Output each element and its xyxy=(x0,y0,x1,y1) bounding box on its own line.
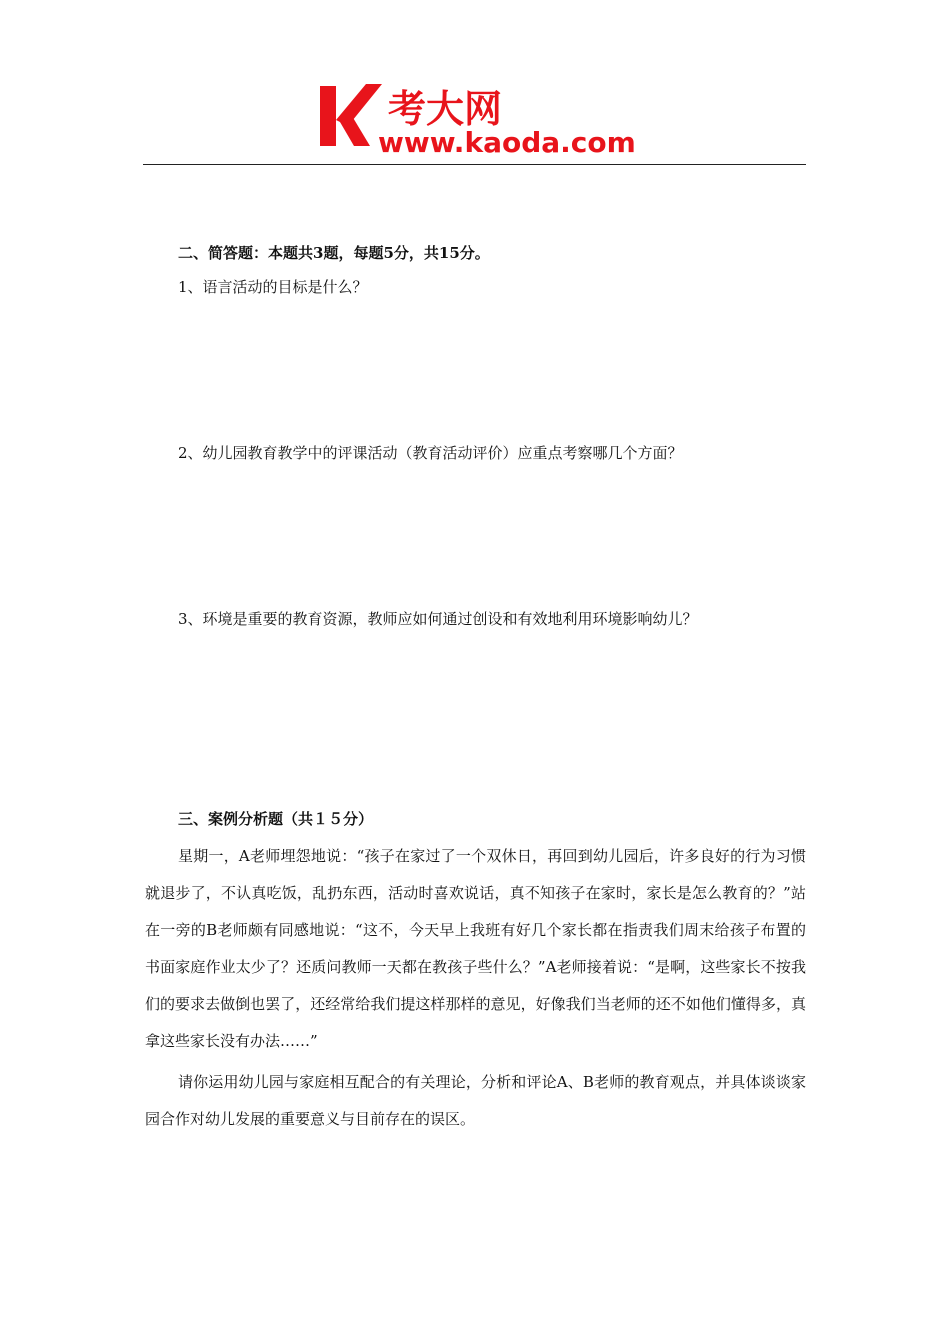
case-question: 请你运用幼儿园与家庭相互配合的有关理论，分析和评论A、B老师的教育观点，并具体谈谈家园合作对幼儿发展的重要意义与目前存在的误区。 xyxy=(145,1073,806,1128)
section2-title: 二、简答题：本题共3题，每题5分，共15分。 xyxy=(178,244,490,262)
question-2: 2、幼儿园教育教学中的评课活动（教育活动评价）应重点考察哪几个方面？ xyxy=(178,444,683,462)
question-1: 1、语言活动的目标是什么？ xyxy=(178,278,368,296)
kaoda-logo xyxy=(318,80,638,158)
case-paragraph: 星期一，A老师埋怨地说：“孩子在家过了一个双休日，再回到幼儿园后，许多良好的行为习惯就退步了，不认真吃饭，乱扔东西，活动时喜欢说话，真不知孩子在家时，家长是怎么教育的？”站在一旁的B老师颇有同感地说：“这不，今天早上我班有好几个家长都在指责我们周末给孩子布置的书面家庭作业太少了？还质问教师一天都在教孩子些什么？”A老师接着说：“是啊，这些家长不按我们的要求去做倒也罢了，还经常给我们提这样那样的意见，好像我们当老师的还不如他们懂得多，真拿这些家长没有办法……” xyxy=(145,847,806,1050)
logo-url-text: www.kaoda.com xyxy=(378,126,636,158)
section3-title: 三、案例分析题（共１５分） xyxy=(178,810,374,828)
question-3: 3、环境是重要的教育资源，教师应如何通过创设和有效地利用环境影响幼儿？ xyxy=(178,610,698,628)
header-divider xyxy=(143,164,806,165)
logo-brand-text: 考大网 xyxy=(388,87,503,131)
kaoda-logo-graphic xyxy=(318,80,638,158)
